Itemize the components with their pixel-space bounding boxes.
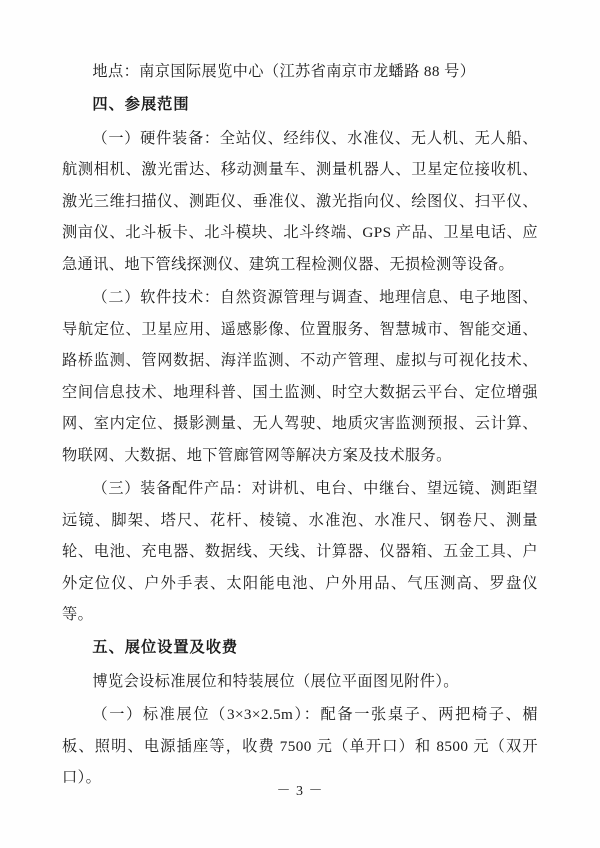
- page-number: － 3 －: [276, 784, 324, 799]
- venue-line: 地点：南京国际展览中心（江苏省南京市龙蟠路 88 号）: [92, 63, 476, 80]
- paragraph-software: （二）软件技术：自然资源管理与调查、地理信息、电子地图、导航定位、卫星应用、遥感影像、位置服务、智慧城市、智能交通、路桥监测、管网数据、海洋监测、不动产管理、虚拟与可视化技术、空间信息技术、地理科普、国土监测、时空大数据云平台、定位增强网、室内定位、摄影测量、无人驾驶、地质灾害监测预报、云计算、物联网、大数据、地下管廊管网等解决方案及技术服务。: [62, 289, 538, 464]
- paragraph-hardware: （一）硬件装备：全站仪、经纬仪、水准仪、无人机、无人船、航测相机、激光雷达、移动测量车、测量机器人、卫星定位接收机、激光三维扫描仪、测距仪、垂准仪、激光指向仪、绘图仪、扫平仪、测亩仪、北斗板卡、北斗模块、北斗终端、GPS 产品、卫星电话、应急通讯、地下管线探测仪、建筑工程检测仪器、无损检测等设备。: [62, 129, 538, 273]
- section-heading-five: 五、展位设置及收费: [92, 639, 239, 657]
- paragraph-accessories: （三）装备配件产品：对讲机、电台、中继台、望远镜、测距望远镜、脚架、塔尺、花杆、棱镜、水准泡、水准尺、钢卷尺、测量轮、电池、充电器、数据线、天线、计算器、仪器箱、五金工具、户外定位仪、户外手表、太阳能电池、户外用品、气压测高、罗盘仪等。: [62, 480, 538, 623]
- paragraph-standard-booth: （一）标准展位（3×3×2.5m）：配备一张桌子、两把椅子、楣板、照明、电源插座等，收费 7500 元（单开口）和 8500 元（双开口）。: [62, 706, 538, 787]
- paragraph-booth-intro: 博览会设标准展位和特装展位（展位平面图见附件）。: [92, 672, 459, 690]
- document-body: [62, 56, 538, 794]
- section-heading-four: 四、参展范围: [92, 96, 190, 114]
